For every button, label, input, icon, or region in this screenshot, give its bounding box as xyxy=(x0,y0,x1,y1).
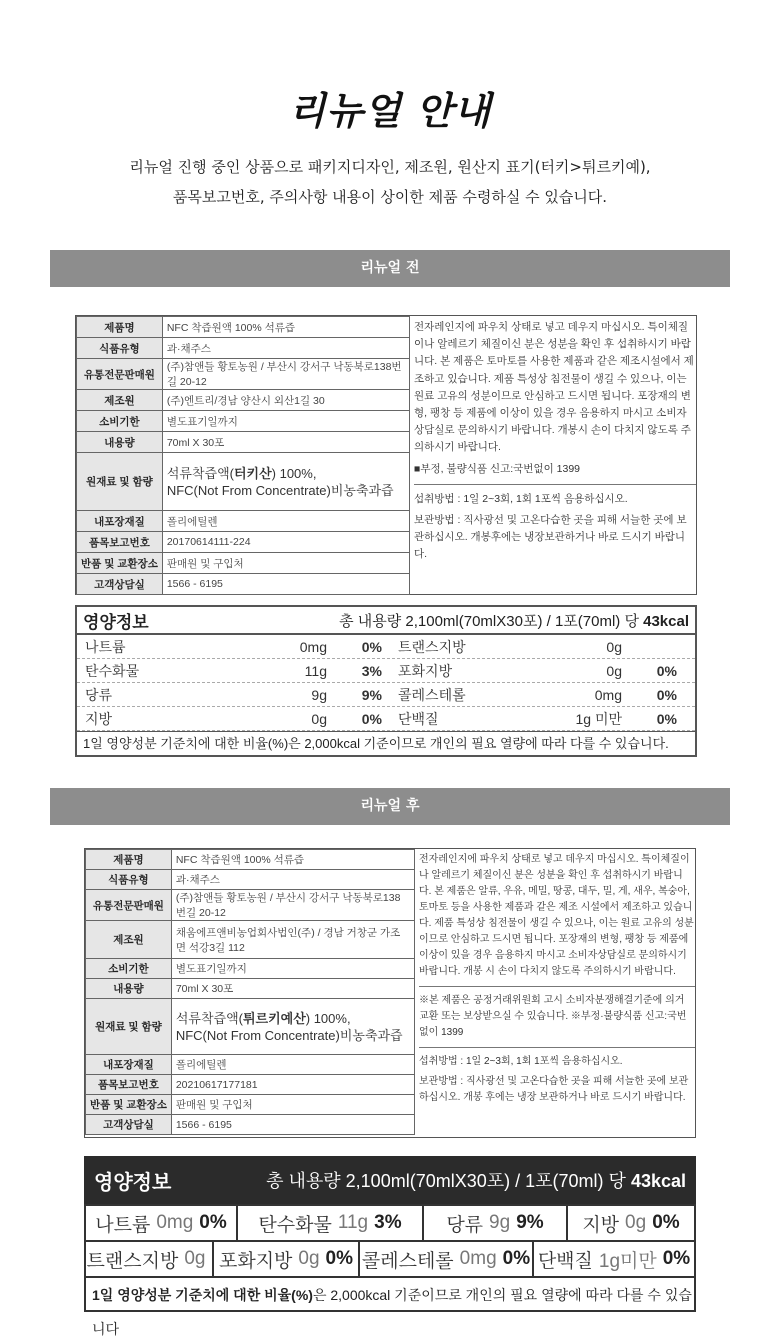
after-info-table xyxy=(85,849,415,1135)
ingredient-nfc: NFC(Not From Concentrate)비농축과즙 xyxy=(175,1027,403,1043)
nutrition-total xyxy=(339,610,689,631)
after-nutrition-header xyxy=(84,1156,696,1204)
after-notes-report: ※본 제품은 공정거래위원회 고시 소비자분쟁해결기준에 의거 교환 또는 보상받으실 수 있습니다. ※부정·불량식품 신고:국번없이 1399 xyxy=(419,995,687,1038)
nutrient-amount: 0mg xyxy=(459,1248,497,1269)
nutrition-kcal: 43kcal xyxy=(643,612,689,630)
nutrient-amount: 9g xyxy=(311,686,327,703)
after-nutrition-box xyxy=(84,1156,696,1337)
before-notes-report: ■부정, 불량식품 신고:국번없이 1399 xyxy=(414,462,581,475)
nutrition-row xyxy=(77,659,695,683)
info-key: 제조원 xyxy=(77,390,163,411)
nutrition-total-text: 총 내용량 2,100ml(70mlX30포) / 1포(70ml) 당 xyxy=(266,1171,626,1191)
nutrient-cell xyxy=(360,1242,534,1276)
footer-rest: 은 2,000kcal 기준이므로 개인의 필요 열량에 따라 다를 수 있습니다 xyxy=(92,1287,692,1337)
info-row xyxy=(86,1075,415,1095)
nutrition-total-text: 총 내용량 2,100ml(70mlX30포) / 1포(70ml) 당 xyxy=(339,612,639,630)
nutrient-name: 트랜스지방 xyxy=(398,638,466,655)
nutrient-amount: 9g xyxy=(489,1212,511,1233)
nutrition-label: 영양정보 xyxy=(94,1171,172,1194)
info-value: (주)엔트리/경남 양산시 외산1길 30 xyxy=(162,390,409,411)
intro-text xyxy=(40,152,740,212)
info-key: 소비기한 xyxy=(86,959,172,979)
info-row xyxy=(86,959,415,979)
before-label-panel xyxy=(75,315,697,595)
divider xyxy=(419,986,695,987)
nutrient-percent: 0% xyxy=(361,710,382,727)
nutrient-amount: 0g xyxy=(311,710,327,727)
before-notes-storage: 보관방법 : 직사광선 및 고온다습한 곳을 피해 서늘한 곳에 보관하십시오. 개봉후에는 냉장보관하거나 바로 드시기 바랍니다. xyxy=(414,514,687,561)
info-row xyxy=(86,999,415,1055)
ingredient-nfc: NFC(Not From Concentrate)비농축과즙 xyxy=(166,482,394,498)
info-key: 식품유형 xyxy=(86,870,172,890)
info-value: (주)참앤들 황토농원 / 부산시 강서구 낙동북로138번길 20-12 xyxy=(171,890,414,921)
info-value: 폴리에틸렌 xyxy=(162,511,409,532)
nutrient-percent: 3% xyxy=(361,662,382,679)
nutrient-cell xyxy=(214,1242,360,1276)
nutrition-row xyxy=(77,707,695,731)
info-value: 20170614111-224 xyxy=(162,532,409,553)
nutrient-percent: 0% xyxy=(502,1248,531,1269)
info-value: 1566 - 6195 xyxy=(162,574,409,595)
info-row xyxy=(77,390,410,411)
after-nutrition-footer xyxy=(86,1276,694,1337)
info-value: 별도표기일까지 xyxy=(171,959,414,979)
info-row xyxy=(77,411,410,432)
nutrition-row xyxy=(77,635,695,659)
footer-bold: 1일 영양성분 기준치에 대한 비율(%) xyxy=(92,1287,313,1303)
info-value: 채움에프앤비농업회사법인(주) / 경남 거창군 가조면 석강3길 112 xyxy=(171,921,414,959)
info-row xyxy=(77,532,410,553)
nutrition-row xyxy=(86,1240,694,1276)
nutrition-label: 영양정보 xyxy=(83,612,149,632)
info-value: 별도표기일까지 xyxy=(162,411,409,432)
intro-line-1: 리뉴얼 진행 중인 상품으로 패키지디자인, 제조원, 원산지 표기(터키>튀르키예), xyxy=(129,158,651,176)
before-nutrition-footer: 1일 영양성분 기준치에 대한 비율(%)은 2,000kcal 기준이므로 개인의 필요 열량에 따라 다를 수 있습니다. xyxy=(77,731,695,755)
info-key: 내용량 xyxy=(77,432,163,453)
info-value: 70ml X 30포 xyxy=(171,979,414,999)
info-value xyxy=(171,999,414,1055)
info-key: 원재료 및 함량 xyxy=(86,999,172,1055)
ingredient-percent: ) 100%, xyxy=(271,465,317,481)
after-nutrition-grid xyxy=(84,1204,696,1337)
nutrient-amount: 0mg xyxy=(156,1212,194,1233)
nutrient-cell xyxy=(568,1206,694,1240)
nutrient-amount: 1g미만 xyxy=(598,1250,657,1272)
after-notes-storage: 보관방법 : 직사광선 및 고온다습한 곳을 피해 서늘한 곳에 보관하십시오. 개봉 후에는 냉장 보관하거나 바로 드시기 바랍니다. xyxy=(419,1076,689,1103)
info-value xyxy=(162,453,409,511)
info-key: 식품유형 xyxy=(77,338,163,359)
info-key: 반품 및 교환장소 xyxy=(86,1095,172,1115)
nutrient-amount: 0g xyxy=(606,662,622,679)
nutrient-cell xyxy=(238,1206,424,1240)
info-value: 판매원 및 구입처 xyxy=(171,1095,414,1115)
info-key: 원재료 및 함량 xyxy=(77,453,163,511)
info-row xyxy=(86,1115,415,1135)
nutrient-amount: 0g xyxy=(606,638,622,655)
nutrient-name: 탄수화물 xyxy=(258,1214,332,1236)
info-row xyxy=(77,317,410,338)
info-key: 품목보고번호 xyxy=(77,532,163,553)
before-notes-usage: 섭취방법 : 1일 2~3회, 1회 1포씩 음용하십시오. xyxy=(414,492,628,505)
ingredient-text: 석류착즙액( xyxy=(175,1010,243,1026)
nutrient-amount: 0g xyxy=(298,1248,320,1269)
page-title: 리뉴얼 안내 xyxy=(288,89,492,133)
info-value: (주)참앤들 황토농원 / 부산시 강서구 낙동북로138번길 20-12 xyxy=(162,359,409,390)
nutrient-name: 콜레스테롤 xyxy=(361,1250,454,1272)
nutrient-cell xyxy=(534,1242,694,1276)
nutrient-percent: 0% xyxy=(652,1212,680,1233)
nutrient-name: 당류 xyxy=(446,1214,484,1236)
nutrient-name: 포화지방 xyxy=(218,1250,293,1272)
nutrient-name: 지방 xyxy=(85,710,113,727)
nutrient-amount: 0g xyxy=(625,1212,647,1233)
ingredient-text: 석류착즙액( xyxy=(166,465,234,481)
info-key: 제품명 xyxy=(77,317,163,338)
nutrient-name: 콜레스테롤 xyxy=(398,686,466,703)
nutrient-percent: 9% xyxy=(516,1212,544,1233)
info-value: 과·채주스 xyxy=(162,338,409,359)
nutrient-cell xyxy=(86,1206,238,1240)
info-row xyxy=(86,921,415,959)
before-nutrition-box xyxy=(75,605,697,757)
before-notes xyxy=(414,319,696,568)
nutrient-percent: 9% xyxy=(361,686,382,703)
info-key: 제품명 xyxy=(86,850,172,870)
info-value: 폴리에틸렌 xyxy=(171,1055,414,1075)
info-value: NFC 착즙원액 100% 석류즙 xyxy=(162,317,409,338)
before-section-bar: 리뉴얼 전 xyxy=(50,250,730,287)
info-value: 70ml X 30포 xyxy=(162,432,409,453)
nutrient-percent: 0% xyxy=(656,710,677,727)
nutrient-name: 나트륨 xyxy=(95,1214,151,1236)
before-notes-caution: 전자레인지에 파우치 상태로 넣고 데우지 마십시오. 특이체질이나 알레르기 체질이신 분은 성분을 확인 후 섭취하시기 바랍니다. 본 제품은 토마토를 사용한 제품과 같은 제조시설에서 제조하고 있습니다. 제품 특성상 침전물이 생길 수 있으나, 이는 원료 고유의 성분이므로 안심하고 드시면 됩니다. 포장재의 변형, 팽창 등 제품에 이상이 있을 경우 음용하지 마시고 소비자상담실로 문의하시기 바랍니다. 개봉시 손이 다치지 않도록 주의하시기 바랍니다. xyxy=(414,321,694,454)
nutrient-amount: 0mg xyxy=(299,638,327,655)
after-notes-usage: 섭취방법 : 1일 2~3회, 1회 1포씩 음용하십시오. xyxy=(419,1056,623,1067)
info-key: 내포장재질 xyxy=(77,511,163,532)
nutrient-name: 나트륨 xyxy=(85,638,126,655)
info-row xyxy=(86,890,415,921)
nutrient-name: 포화지방 xyxy=(398,662,453,679)
info-key: 유통전문판매원 xyxy=(86,890,172,921)
info-row xyxy=(77,553,410,574)
nutrient-amount: 0mg xyxy=(594,686,622,703)
info-row xyxy=(77,359,410,390)
divider xyxy=(419,1047,695,1048)
nutrient-cell xyxy=(424,1206,568,1240)
nutrition-row xyxy=(77,683,695,707)
nutrient-name: 탄수화물 xyxy=(85,662,140,679)
info-row xyxy=(86,870,415,890)
info-row xyxy=(86,850,415,870)
info-row xyxy=(86,1095,415,1115)
nutrient-percent: 3% xyxy=(374,1212,402,1233)
nutrient-percent: 0% xyxy=(199,1212,227,1233)
info-row xyxy=(77,432,410,453)
nutrient-name: 단백질 xyxy=(537,1250,593,1272)
origin-country: 튀르키예산 xyxy=(242,1010,306,1026)
info-key: 품목보고번호 xyxy=(86,1075,172,1095)
nutrient-percent: 0% xyxy=(361,638,382,655)
nutrient-amount: 0g xyxy=(184,1248,206,1269)
info-key: 유통전문판매원 xyxy=(77,359,163,390)
info-row xyxy=(86,979,415,999)
nutrient-name: 트랜스지방 xyxy=(86,1250,179,1272)
nutrient-amount: 11g xyxy=(337,1212,369,1233)
nutrient-percent: 0% xyxy=(662,1248,691,1269)
info-row xyxy=(77,453,410,511)
info-key: 소비기한 xyxy=(77,411,163,432)
info-key: 내용량 xyxy=(86,979,172,999)
before-nutrition-header xyxy=(77,607,695,635)
nutrient-percent: 0% xyxy=(656,662,677,679)
origin-country: 터키산 xyxy=(233,465,272,481)
nutrient-percent: 0% xyxy=(656,686,677,703)
info-value: 1566 - 6195 xyxy=(171,1115,414,1135)
after-label-panel xyxy=(84,848,696,1138)
nutrient-cell xyxy=(86,1242,214,1276)
info-key: 고객상담실 xyxy=(86,1115,172,1135)
info-row xyxy=(77,511,410,532)
ingredient-percent: ) 100%, xyxy=(305,1010,351,1026)
nutrient-name: 당류 xyxy=(85,686,113,703)
divider xyxy=(414,484,696,485)
info-key: 내포장재질 xyxy=(86,1055,172,1075)
info-key: 반품 및 교환장소 xyxy=(77,553,163,574)
info-key: 제조원 xyxy=(86,921,172,959)
nutrient-name: 지방 xyxy=(582,1214,620,1236)
nutrition-kcal: 43kcal xyxy=(630,1171,686,1191)
nutrient-name: 단백질 xyxy=(398,710,439,727)
info-value: 과·채주스 xyxy=(171,870,414,890)
nutrient-amount: 11g xyxy=(304,662,327,679)
info-row xyxy=(86,1055,415,1075)
before-info-table xyxy=(76,316,410,595)
info-value: 20210617177181 xyxy=(171,1075,414,1095)
after-notes-caution: 전자레인지에 파우치 상태로 넣고 데우지 마십시오. 특이체질이나 알레르기 체질이신 분은 성분을 확인 후 섭취하시기 바랍니다. 본 제품은 알류, 우유, 메밀, 땅콩, 대두, 밀, 게, 새우, 복숭아, 토마토 등을 사용한 제품과 같은 제조 시설에서 제조하고 있습니다. 제품 특성상 침전물이 생길 수 있으나, 이는 원료 고유의 성분이므로 안심하고 드시면 됩니다. 포장재의 변형, 팽창 등 제품에 이상이 있을 경우 음용하지 마시고 소비자상담실로 문의하시기 바랍니다. 개봉 시 손이 다치지 않도록 주의하시기 바랍니다. xyxy=(419,854,694,977)
after-section-bar: 리뉴얼 후 xyxy=(50,788,730,825)
intro-line-2: 품목보고번호, 주의사항 내용이 상이한 제품 수령하실 수 있습니다. xyxy=(172,188,608,206)
after-notes xyxy=(419,852,695,1110)
nutrition-total xyxy=(224,1167,686,1193)
info-row xyxy=(77,338,410,359)
nutrition-row xyxy=(86,1204,694,1240)
info-value: NFC 착즙원액 100% 석류즙 xyxy=(171,850,414,870)
nutrient-percent: 0% xyxy=(325,1248,354,1269)
info-value: 판매원 및 구입처 xyxy=(162,553,409,574)
info-row xyxy=(77,574,410,595)
info-key: 고객상담실 xyxy=(77,574,163,595)
nutrient-amount: 1g 미만 xyxy=(575,710,622,727)
